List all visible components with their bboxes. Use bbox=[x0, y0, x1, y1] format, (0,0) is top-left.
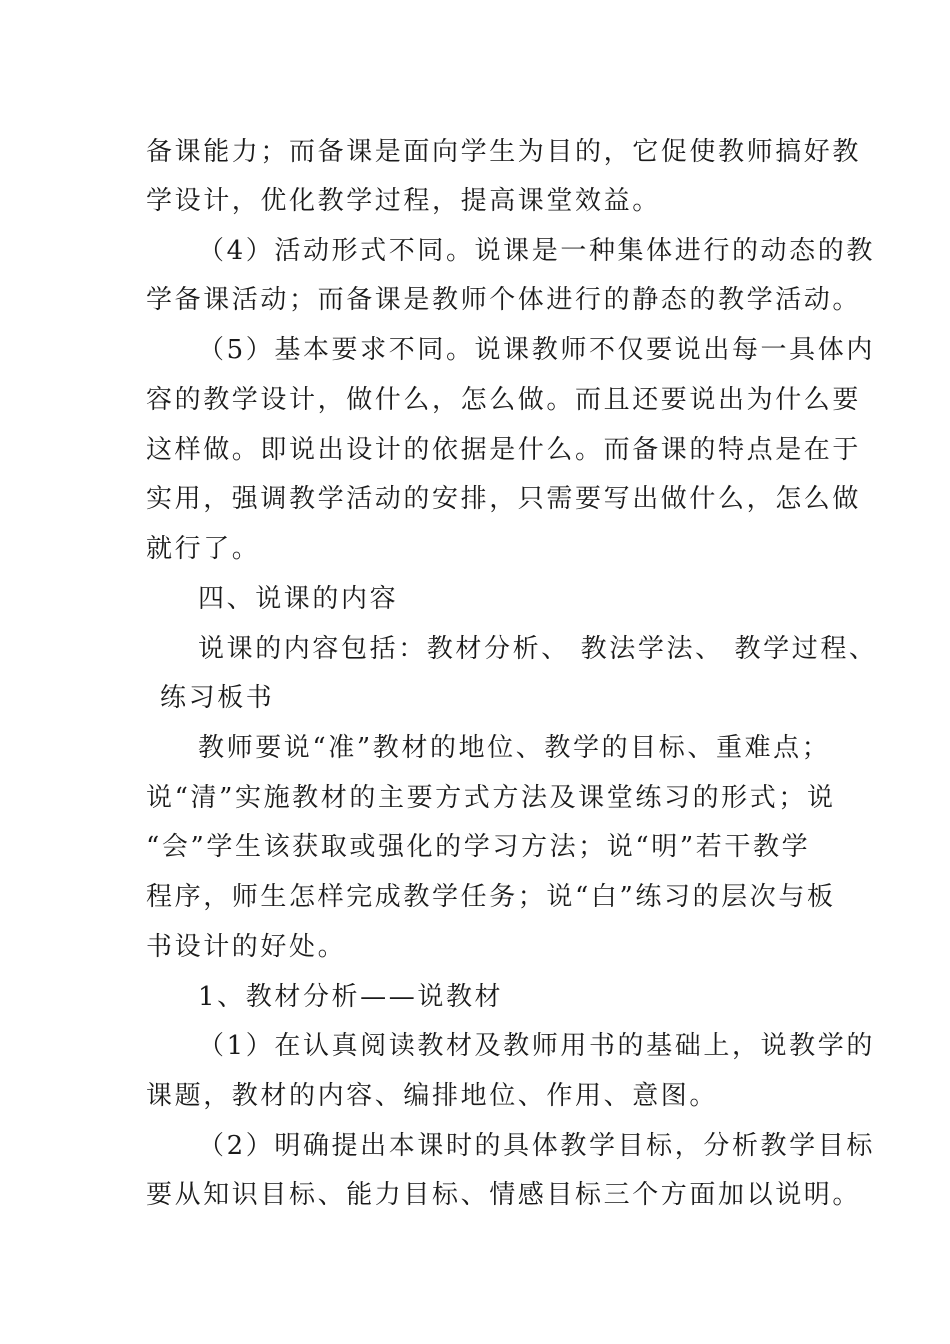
text-line: 就行了。 bbox=[146, 534, 261, 564]
text-line: 学备课活动；而备课是教师个体进行的静态的教学活动。 bbox=[146, 285, 862, 315]
text-line: 练习板书 bbox=[160, 683, 275, 713]
subsection-heading: 1、教材分析——说教材 bbox=[198, 982, 504, 1012]
text-line: （5）基本要求不同。说课教师不仅要说出每一具体内 bbox=[198, 335, 875, 365]
text-line: （4）活动形式不同。说课是一种集体进行的动态的教 bbox=[198, 236, 875, 266]
text-line: 容的教学设计，做什么，怎么做。而且还要说出为什么要 bbox=[146, 385, 862, 415]
text-line: （2）明确提出本课时的具体教学目标，分析教学目标 bbox=[198, 1131, 875, 1161]
section-heading: 四、说课的内容 bbox=[198, 584, 399, 614]
text-line: （1）在认真阅读教材及教师用书的基础上，说教学的 bbox=[198, 1031, 875, 1061]
text-line: “会”学生该获取或强化的学习方法；说“明”若干教学 bbox=[146, 832, 811, 862]
text-line: 书设计的好处。 bbox=[146, 932, 347, 962]
text-line: 学设计，优化教学过程，提高课堂效益。 bbox=[146, 186, 661, 216]
text-line: 程序，师生怎样完成教学任务；说“白”练习的层次与板 bbox=[146, 882, 836, 912]
text-line: 这样做。即说出设计的依据是什么。而备课的特点是在于 bbox=[146, 435, 862, 465]
text-line: 说“清”实施教材的主要方式方法及课堂练习的形式；说 bbox=[146, 783, 836, 813]
text-line: 说课的内容包括：教材分析、 教法学法、 教学过程、 bbox=[198, 634, 878, 664]
text-line: 课题，教材的内容、编排地位、作用、意图。 bbox=[146, 1081, 719, 1111]
text-line: 教师要说“准”教材的地位、教学的目标、重难点； bbox=[198, 733, 831, 763]
text-line: 备课能力；而备课是面向学生为目的，它促使教师搞好教 bbox=[146, 137, 862, 167]
text-line: 要从知识目标、能力目标、情感目标三个方面加以说明。 bbox=[146, 1180, 862, 1210]
text-line: 实用，强调教学活动的安排，只需要写出做什么，怎么做 bbox=[146, 484, 862, 514]
